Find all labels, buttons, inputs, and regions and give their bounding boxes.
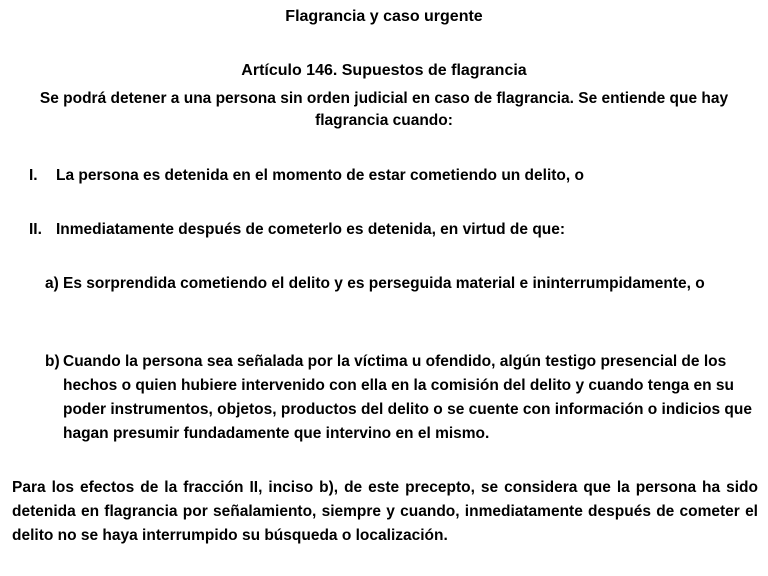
subsection-b-marker: b) — [45, 353, 60, 370]
subsection-b-text: Cuando la persona sea señalada por la víctima u ofendido, algún testigo presencial de los hechos o quien hubiere intervenido con ella en la comisión del delito y cuando tenga en su poder instrumentos, objetos, productos del delito o se cuente con información o indicios que hagan presumir fundadamente que intervino en el mismo. — [63, 353, 752, 442]
fraction-ii-text: Inmediatamente después de cometerlo es detenida, en virtud de que: — [56, 221, 566, 238]
final-paragraph: Para los efectos de la fracción II, inciso b), de este precepto, se considera que la persona ha sido detenida en flagrancia por señalamiento, siempre y cuando, inmediatamente después de cometer el delito no se haya interrumpido su búsqueda o localización. — [12, 479, 758, 544]
article-heading: Artículo 146. Supuestos de flagrancia — [241, 62, 527, 79]
fraction-ii-marker: II. — [29, 221, 42, 238]
fraction-ii — [29, 218, 759, 242]
subsection-a-marker: a) — [45, 275, 59, 292]
subsection-a-text: Es sorprendida cometiendo el delito y es perseguida material e ininterrumpidamente, o — [63, 275, 705, 292]
intro-paragraph: Se podrá detener a una persona sin orden judicial en caso de flagrancia. Se entiende que hay flagrancia cuando: — [39, 90, 729, 129]
fraction-i — [29, 164, 759, 188]
subsection-a — [45, 272, 760, 320]
document-title: Flagrancia y caso urgente — [285, 8, 483, 25]
fraction-i-marker: I. — [29, 167, 38, 184]
subsection-b — [45, 350, 760, 446]
fraction-i-text: La persona es detenida en el momento de estar cometiendo un delito, o — [56, 167, 584, 184]
